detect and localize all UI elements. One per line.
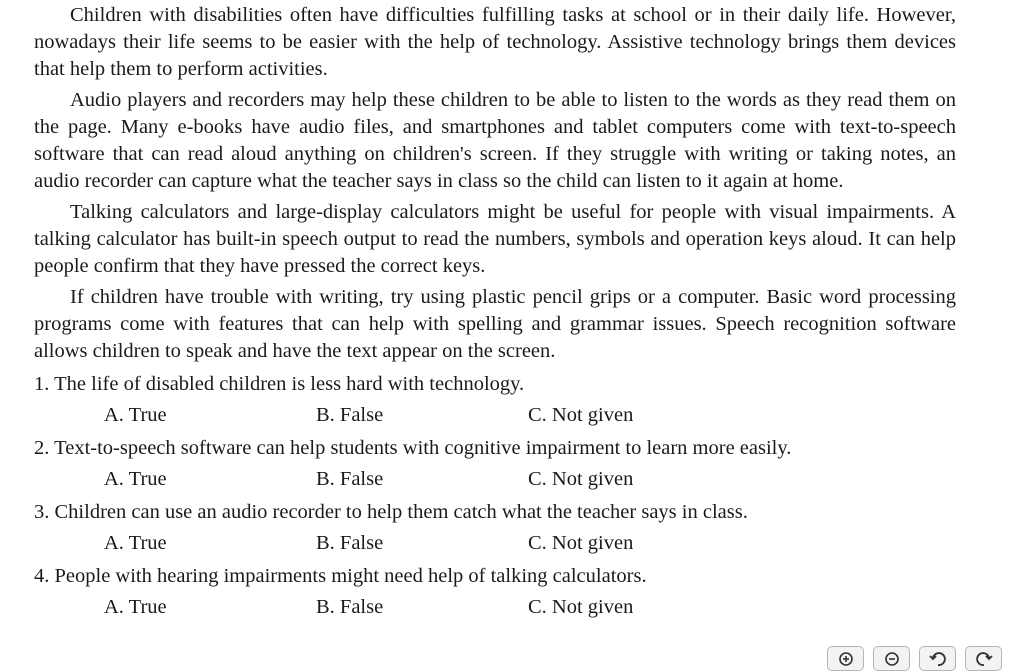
zoom-in-icon: [838, 651, 854, 667]
option-c[interactable]: C. Not given: [528, 468, 634, 490]
zoom-in-button[interactable]: [827, 646, 864, 671]
answer-options: [34, 528, 956, 561]
option-c[interactable]: C. Not given: [528, 404, 634, 426]
option-a[interactable]: A. True: [104, 468, 167, 490]
question-text: 2. Text-to-speech software can help students with cognitive impairment to learn more easily.: [34, 437, 792, 459]
option-b[interactable]: B. False: [316, 468, 384, 490]
image-viewer-toolbar: [827, 646, 1002, 671]
question-text: 3. Children can use an audio recorder to help them catch what the teacher says in class.: [34, 501, 748, 523]
question-3: [34, 497, 956, 561]
passage-paragraph-4: If children have trouble with writing, try using plastic pencil grips or a computer. Basic word processing programs come with features that can help with spelling and grammar issues. Speech recognition software allows children to speak and have the text appear on the screen.: [34, 286, 956, 362]
option-a[interactable]: A. True: [104, 532, 167, 554]
option-a[interactable]: A. True: [104, 596, 167, 618]
question-text: 1. The life of disabled children is less hard with technology.: [34, 373, 525, 395]
zoom-out-icon: [884, 651, 900, 667]
answer-options: [34, 464, 956, 497]
zoom-out-button[interactable]: [873, 646, 910, 671]
rotate-left-icon: [929, 651, 947, 667]
option-c[interactable]: C. Not given: [528, 532, 634, 554]
question-text: 4. People with hearing impairments might need help of talking calculators.: [34, 565, 647, 587]
option-b[interactable]: B. False: [316, 404, 384, 426]
option-b[interactable]: B. False: [316, 596, 384, 618]
question-4: [34, 561, 956, 625]
passage-paragraph-1: Children with disabilities often have difficulties fulfilling tasks at school or in their daily life. However, nowadays their life seems to be easier with the help of technology. Assistive technology brings them devices that help them to perform activities.: [34, 4, 956, 80]
option-a[interactable]: A. True: [104, 404, 167, 426]
passage-paragraph-2: Audio players and recorders may help these children to be able to listen to the words as they read them on the page. Many e-books have audio files, and smartphones and tablet computers come with text-to-speech software that can read aloud anything on children's screen. If they struggle with writing or taking notes, an audio recorder can capture what the teacher says in class so the child can listen to it again at home.: [34, 89, 956, 192]
rotate-right-icon: [975, 651, 993, 667]
rotate-right-button[interactable]: [965, 646, 1002, 671]
question-1: [34, 369, 956, 433]
option-b[interactable]: B. False: [316, 532, 384, 554]
reading-document: [34, 2, 956, 625]
rotate-left-button[interactable]: [919, 646, 956, 671]
question-2: [34, 433, 956, 497]
answer-options: [34, 400, 956, 433]
answer-options: [34, 592, 956, 625]
option-c[interactable]: C. Not given: [528, 596, 634, 618]
passage-paragraph-3: Talking calculators and large-display calculators might be useful for people with visual impairments. A talking calculator has built-in speech output to read the numbers, symbols and operation keys aloud. It can help people confirm that they have pressed the correct keys.: [34, 201, 956, 277]
